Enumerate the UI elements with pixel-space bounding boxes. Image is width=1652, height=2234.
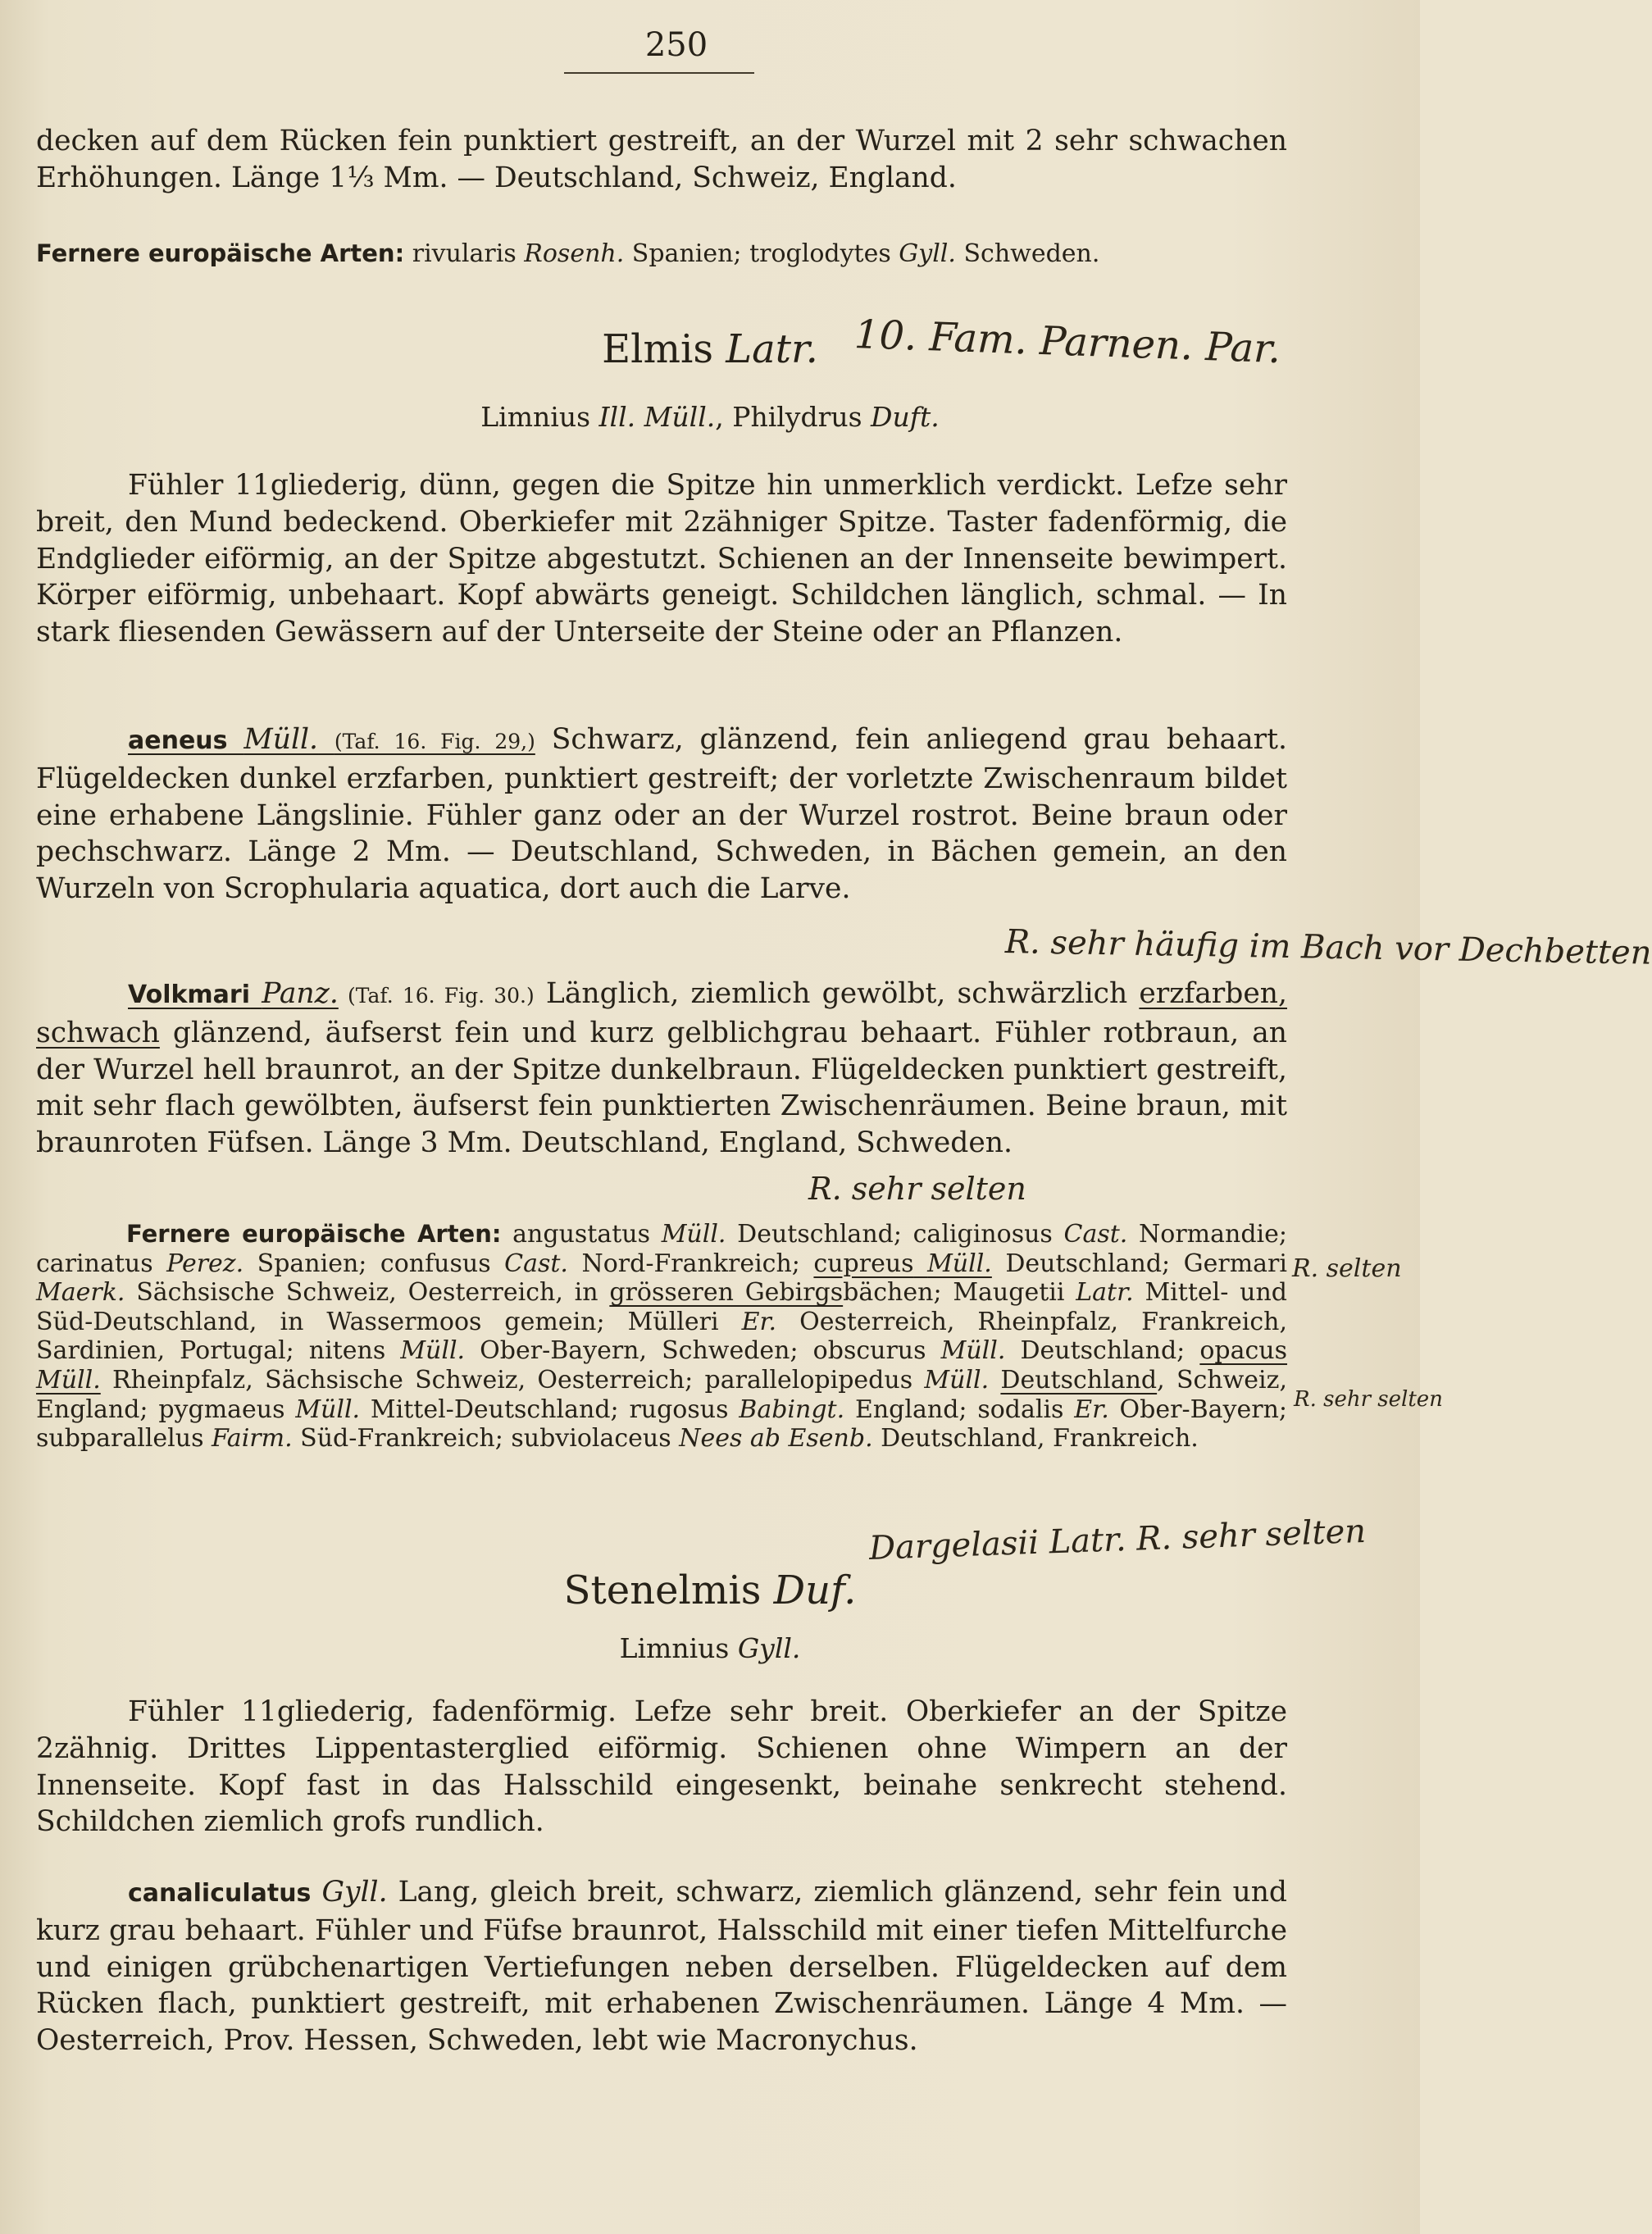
species-underline: [128, 977, 339, 1010]
species-author: Müll.: [243, 723, 319, 756]
synonym-name: Limnius: [619, 1632, 738, 1664]
plate-reference: (Taf. 16. Fig. 29,): [334, 730, 535, 753]
description-text: Fühler 11gliederig, fadenförmig. Lefze sehr breit. Oberkiefer an der Spitze 2zähnig. Drittes Lippentasterglied eiförmig. Schienen ohne Wimpern an der Innenseite. Kopf fast in das Halsschild eingesenkt, beinahe senkrecht stehend. Schildchen ziemlich grofs rundlich.: [36, 1695, 1287, 1839]
species-author: Gyll.: [321, 1876, 388, 1909]
species-text: Länglich, ziemlich gewölbt, schwärzlich: [534, 977, 1140, 1010]
page-number: 250: [644, 26, 708, 64]
genus-author: Latr.: [726, 326, 818, 372]
fernere-text: Nord-Frankreich;: [567, 1249, 814, 1278]
genus-synonym-line: [0, 1631, 1420, 1666]
genus-name: Stenelmis: [563, 1567, 774, 1613]
author-name: Cast.: [504, 1249, 568, 1278]
underlined-species: [813, 1249, 991, 1278]
fernere-text: Spanien; confusus: [243, 1249, 505, 1278]
underlined-text: Deutschland: [1000, 1365, 1158, 1395]
handwritten-note: R. sehr selten: [1294, 1387, 1443, 1412]
author-name: Nees ab Esenb.: [679, 1424, 873, 1454]
fernere-text: Rheinpfalz, Sächsische Schweiz, Oesterreich; parallelopipedus: [100, 1365, 925, 1395]
species-author: Panz.: [262, 977, 339, 1010]
intro-text: decken auf dem Rücken fein punktiert gestreift, an der Wurzel mit 2 sehr schwachen Erhöhungen. Länge 1⅓ Mm. — Deutschland, Schweiz, England.: [36, 125, 1287, 194]
handwritten-note: R. sehr häufig im Bach vor Dechbetten: [1004, 923, 1652, 972]
underlined-text: grösseren Gebirgs: [609, 1278, 844, 1308]
fernere-text: angustatus: [501, 1220, 662, 1249]
species-name: cupreus: [813, 1249, 914, 1278]
handwritten-note: R. sehr selten: [808, 1171, 1026, 1207]
fernere-text: Ober-Bayern; subparallelus: [36, 1395, 1287, 1454]
author-name: Müll.: [36, 1365, 101, 1395]
species-entry-volkmari: [36, 976, 1287, 1162]
author-name: Müll.: [924, 1365, 990, 1395]
fernere-text: Mittel-Deutschland; rugosus: [360, 1395, 740, 1424]
fernere-text: England; sodalis: [844, 1395, 1075, 1424]
author-name: Er.: [741, 1307, 777, 1336]
fernere-text: Deutschland; Germari: [991, 1249, 1287, 1278]
species-entry-canaliculatus: [36, 1874, 1287, 2059]
genus-author: Duf.: [773, 1567, 857, 1613]
author-name: Babingt.: [739, 1395, 845, 1424]
fernere-arten-paragraph-elmis: [36, 1220, 1287, 1454]
handwritten-note: R. selten: [1292, 1254, 1402, 1283]
fernere-text: Deutschland;: [1005, 1336, 1200, 1366]
author-name: Müll.: [295, 1395, 361, 1424]
fernere-text: Deutschland, Frankreich.: [872, 1424, 1199, 1454]
fernere-text: bächen; Maugetii: [843, 1278, 1076, 1308]
author-name: Er.: [1074, 1395, 1109, 1424]
genus-heading-stenelmis: [0, 1567, 1420, 1613]
fernere-text: rivularis: [404, 239, 525, 268]
author-name: Latr.: [1076, 1278, 1134, 1308]
fernere-text: Deutschland; caliginosus: [726, 1220, 1064, 1249]
handwritten-note: 10. Fam. Parnen. Par.: [853, 312, 1282, 373]
species-name: Volkmari: [128, 981, 251, 1009]
species-name: aeneus: [128, 726, 228, 755]
plate-reference: (Taf. 16. Fig. 30.): [338, 984, 535, 1008]
author-name: Fairm.: [212, 1424, 293, 1454]
species-name: opacus: [1199, 1336, 1288, 1366]
species-text: glänzend, äufserst fein und kurz gelblichgrau behaart. Fühler rotbraun, an der Wurzel hell braunrot, an der Spitze dunkelbraun. Flügeldecken punktiert gestreift, mit sehr flach gewölbten, äufserst fein punktierten Zwischenräumen. Beine braun, mit braunroten Füfsen. Länge 3 Mm. Deutschland, England, Schweden.: [36, 1016, 1287, 1160]
synonym-author: Ill. Müll.: [598, 401, 716, 433]
fernere-text: Normandie; carinatus: [36, 1220, 1287, 1278]
species-entry-aeneus: [36, 721, 1287, 908]
synonym-name: Limnius: [480, 401, 599, 433]
genus-description-stenelmis: [36, 1694, 1287, 1840]
genus-name: Elmis: [602, 326, 726, 372]
author-name: Cast.: [1063, 1220, 1128, 1249]
genus-synonym-line: [0, 400, 1420, 435]
species-text: Schwarz, glänzend, fein anliegend grau behaart. Flügeldecken dunkel erzfarben, punktiert gestreift; der vorletzte Zwischenraum bildet eine erhabene Längslinie. Fühler ganz oder an der Wurzel rostrot. Beine braun oder pechschwarz. Länge 2 Mm. — Deutschland, Schweden, in Bächen gemein, an den Wurzeln von Scrophularia aquatica, dort auch die Larve.: [36, 723, 1288, 906]
synonym-author: Gyll.: [737, 1632, 801, 1664]
fernere-text: Süd-Frankreich; subviolaceus: [292, 1424, 680, 1454]
species-name: canaliculatus: [128, 1879, 312, 1908]
author-name: Müll.: [927, 1249, 992, 1278]
fernere-text: [989, 1366, 1000, 1395]
author-name: Rosenh.: [524, 239, 625, 268]
intro-paragraph: [36, 123, 1287, 197]
author-name: Perez.: [166, 1249, 244, 1278]
fernere-text: Ober-Bayern, Schweden; obscurus: [465, 1336, 941, 1366]
fernere-arten-paragraph: [36, 239, 1287, 269]
fernere-label: Fernere europäische Arten:: [126, 1220, 502, 1248]
fernere-text: Mittel- und Süd-Deutschland, in Wassermoos gemein; Mülleri: [36, 1278, 1287, 1336]
description-text: Fühler 11gliederig, dünn, gegen die Spitze hin unmerklich verdickt. Lefze sehr breit, den Mund bedeckend. Oberkiefer mit 2zähniger Spitze. Taster fadenförmig, die Endglieder eiförmig, an der Spitze abgestutzt. Schienen an der Innenseite bewimpert. Körper eiförmig, unbehaart. Kopf abwärts geneigt. Schildchen länglich, schmal. — In stark fliesenden Gewässern auf der Unterseite der Steine oder an Pflanzen.: [36, 469, 1287, 649]
underlined-text: erzfarben, schwach: [36, 977, 1287, 1049]
author-name: Müll.: [661, 1220, 726, 1249]
synonym-name: , Philydrus: [715, 401, 872, 433]
author-name: Maerk.: [36, 1278, 125, 1308]
fernere-text: Sächsische Schweiz, Oesterreich, in: [125, 1278, 610, 1308]
page-number-rule: [564, 72, 754, 74]
fernere-text: Oesterreich, Rheinpfalz, Frankreich, Sardinien, Portugal; nitens: [36, 1307, 1288, 1366]
species-text: Lang, gleich breit, schwarz, ziemlich glänzend, sehr fein und kurz grau behaart. Fühler und Füfse braunrot, Halsschild mit einer tiefen Mittelfurche und einigen grübchenartigen Vertiefungen neben derselben. Flügeldecken auf dem Rücken flach, punktiert gestreift, mit erhabenen Zwischenräumen. Länge 4 Mm. — Oesterreich, Prov. Hessen, Schweden, lebt wie Macronychus.: [36, 1876, 1287, 2058]
author-name: Gyll.: [899, 239, 956, 268]
handwritten-note: Dargelasii Latr. R. sehr selten: [868, 1512, 1367, 1567]
fernere-text: , Schweiz, England; pygmaeus: [36, 1365, 1287, 1424]
fernere-text: Spanien; troglodytes: [624, 239, 899, 268]
synonym-author: Duft.: [871, 401, 940, 433]
author-name: Müll.: [940, 1336, 1006, 1366]
genus-description-elmis: [36, 467, 1287, 651]
fernere-label: Fernere europäische Arten:: [36, 239, 405, 267]
species-underline: [128, 723, 535, 756]
author-name: Müll.: [400, 1336, 466, 1366]
fernere-text: Schweden.: [955, 239, 1100, 268]
